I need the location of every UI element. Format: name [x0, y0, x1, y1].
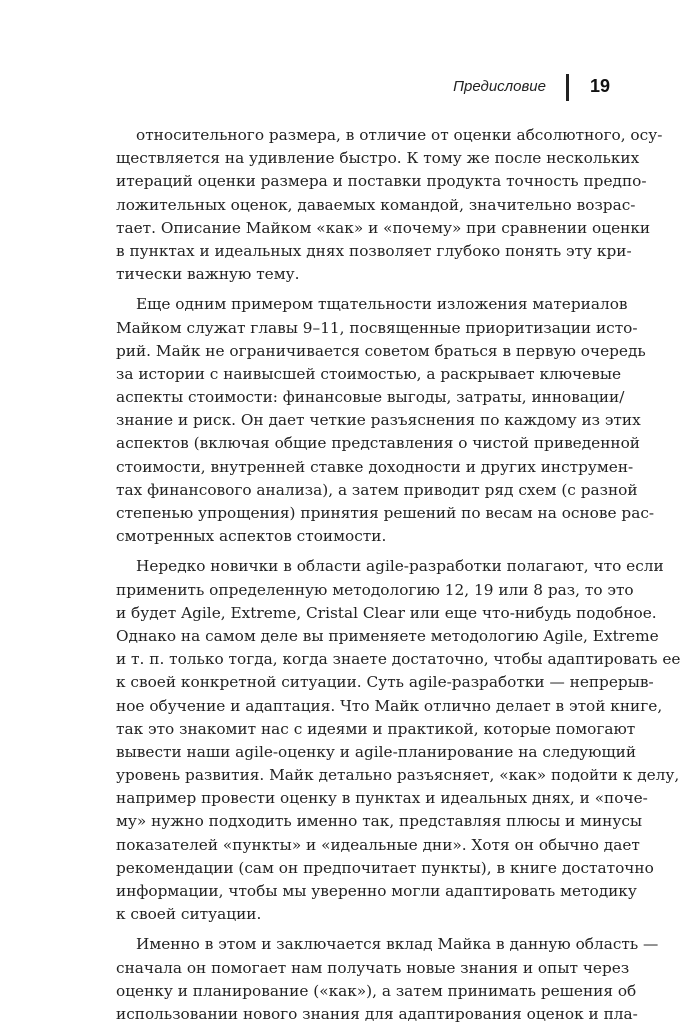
text-line: смотренных аспектов стоимости. — [116, 527, 387, 546]
text-line: тически важную тему. — [116, 265, 300, 284]
text-line: знание и риск. Он дает четкие разъяснения по каждому из этих — [116, 411, 641, 430]
text-line: к своей ситуации. — [116, 905, 262, 924]
text-line: за истории с наивысшей стоимостью, а раскрывает ключевые — [116, 364, 622, 383]
text-line: Именно в этом и заключается вклад Майка в данную область — — [136, 935, 659, 954]
text-line: Нередко новички в области agile-разработки полагают, что если — [136, 557, 664, 576]
text-line: тах финансового анализа), а затем приводит ряд схем (с разной — [116, 480, 638, 499]
text-line: применить определенную методологию 12, 19 или 8 раз, то это — [116, 580, 634, 599]
text-line: вывести наши agile-оценку и agile-планирование на следующий — [116, 742, 637, 761]
text-line: ное обучение и адаптация. Что Майк отлично делает в этой книге, — [116, 696, 663, 715]
text-line: информации, чтобы мы уверенно могли адаптировать методику — [116, 882, 637, 900]
text-line: уровень развития. Майк детально разъясняет, «как» подойти к делу, — [116, 766, 680, 785]
paragraph — [116, 293, 655, 548]
header-divider — [566, 74, 569, 101]
paragraph — [116, 124, 663, 286]
running-title: Предисловие — [453, 78, 546, 95]
text-line: аспекты стоимости: финансовые выгоды, затраты, инновации/ — [116, 388, 625, 407]
text-line: так это знакомит нас с идеями и практикой, которые помогают — [116, 719, 636, 738]
text-line: ложительных оценок, даваемых командой, значительно возрас- — [116, 195, 636, 214]
text-line: к своей конкретной ситуации. Суть agile-разработки — непрерыв- — [116, 673, 654, 692]
text-line: степенью упрощения) принятия решений по весам на основе рас- — [116, 504, 655, 522]
text-line: показателей «пункты» и «идеальные дни». Хотя он обычно дает — [116, 835, 640, 854]
text-line: относительного размера, в отличие от оценки абсолютного, осу- — [136, 126, 663, 144]
text-line: Еще одним примером тщательности изложения материалов — [136, 295, 628, 314]
text-line: Однако на самом деле вы применяете методологию Agile, Extreme — [116, 626, 659, 645]
text-line: использовании нового знания для адаптирования оценок и пла- — [116, 1004, 638, 1023]
text-line: и т. п. только тогда, когда знаете достаточно, чтобы адаптировать ее — [116, 650, 681, 669]
page-number: 19 — [590, 76, 611, 96]
page-header — [0, 74, 686, 104]
text-line: сначала он помогает нам получать новые знания и опыт через — [116, 958, 630, 977]
text-line: итераций оценки размера и поставки продукта точность предпо- — [116, 172, 647, 191]
text-line: аспектов (включая общие представления о чистой приведенной — [116, 434, 641, 453]
text-line: стоимости, внутренней ставке доходности и других инструмен- — [116, 457, 634, 476]
text-line: оценку и планирование («как»), а затем принимать решения об — [116, 981, 637, 1000]
text-line: рий. Майк не ограничивается советом браться в первую очередь — [116, 341, 646, 360]
text-line: в пунктах и идеальных днях позволяет глубоко понять эту кри- — [116, 241, 632, 260]
text-line: тает. Описание Майком «как» и «почему» при сравнении оценки — [116, 218, 651, 237]
body-text — [116, 124, 681, 1033]
text-line: и будет Agile, Extreme, Cristal Clear или еще что-нибудь подобное. — [116, 603, 657, 622]
paragraph — [116, 555, 681, 926]
text-line: рекомендации (сам он предпочитает пункты), в книге достаточно — [116, 858, 654, 877]
text-line: му» нужно подходить именно так, представляя плюсы и минусы — [116, 812, 643, 831]
text-line: например провести оценку в пунктах и идеальных днях, и «поче- — [116, 789, 648, 808]
paragraph — [116, 933, 659, 1026]
text-line: Майком служат главы 9–11, посвященные приоритизации исто- — [116, 318, 638, 337]
text-line: ществляется на удивление быстро. К тому же после нескольких — [116, 149, 640, 168]
